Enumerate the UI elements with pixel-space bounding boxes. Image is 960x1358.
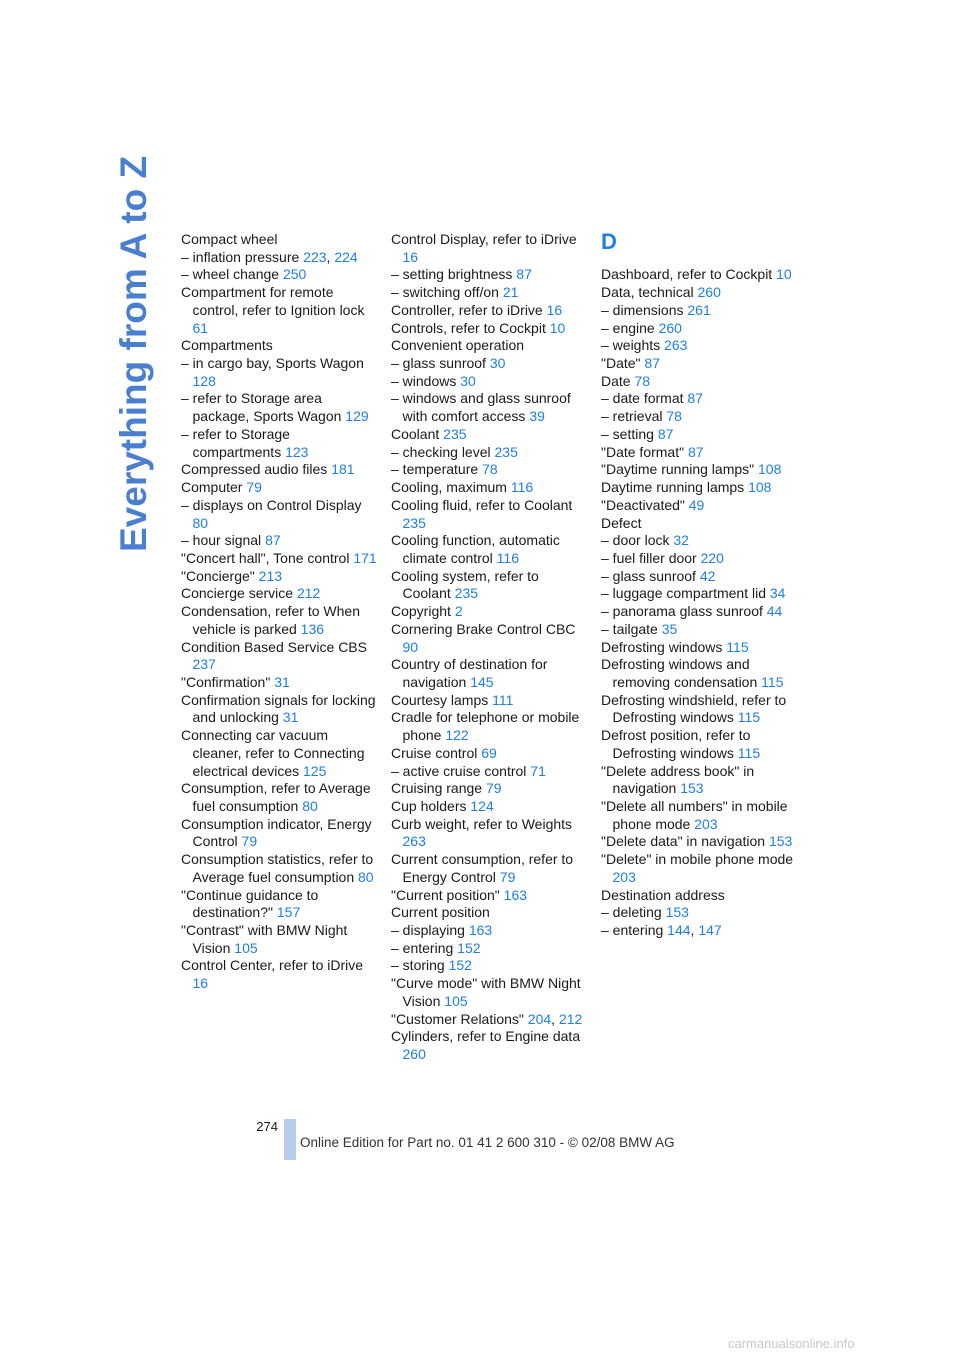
index-entry-text: "Delete address book" in navigation	[601, 762, 755, 797]
index-entry-text: Compact wheel	[181, 231, 278, 247]
index-entry	[181, 550, 377, 568]
page-ref-link[interactable]: 30	[489, 355, 506, 372]
index-entry-text: Country of destination for navigation	[391, 656, 548, 690]
index-entry-text: "Customer Relations"	[391, 1010, 528, 1027]
index-entry-text: "Curve mode" with BMW Night Vision	[391, 975, 581, 1009]
footer-accent-bar	[284, 1119, 296, 1160]
index-entry-text: Compartment for remote control, refer to Ignition lock	[181, 284, 365, 318]
page-ref-link[interactable]: 111	[492, 691, 514, 708]
page-ref-link[interactable]: 90	[402, 638, 419, 655]
page-ref-link[interactable]: 115	[737, 709, 761, 726]
page-ref-link[interactable]: 78	[634, 372, 651, 389]
index-entry-text: – tailgate	[601, 620, 662, 637]
page-ref-link[interactable]: 163	[503, 886, 528, 903]
index-entry-text: Current position	[391, 904, 490, 921]
index-entry-text: – entering	[601, 922, 668, 939]
page-ref-link[interactable]: 87	[687, 443, 704, 460]
page-ref-link[interactable]: 78	[666, 408, 682, 425]
page-ref-link[interactable]: 204	[527, 1010, 552, 1027]
index-column-2	[391, 231, 587, 1064]
index-entry	[391, 532, 587, 567]
index-entry-text: "Confirmation"	[181, 673, 275, 690]
page-ref-link[interactable]: 69	[481, 744, 497, 761]
index-entry	[391, 603, 587, 621]
page-ref-link[interactable]: 235	[494, 443, 518, 460]
index-entry-text: Control Center, refer to iDrive	[181, 957, 364, 974]
index-entry-text: Condensation, refer to When vehicle is parked	[181, 603, 360, 637]
index-entry	[601, 302, 797, 320]
index-entry-text: Date	[601, 372, 635, 389]
page-ref-link[interactable]: 260	[697, 284, 721, 301]
page-ref-link[interactable]: 147	[698, 922, 722, 939]
index-entry	[391, 709, 587, 744]
page-ref-link[interactable]: 235	[402, 514, 426, 531]
index-entry	[601, 833, 797, 851]
page-ref-link[interactable]: 78	[482, 461, 498, 478]
index-entry	[391, 1028, 587, 1063]
index-entry	[601, 904, 797, 922]
index-entry	[181, 461, 377, 479]
index-entry	[181, 957, 377, 992]
page-ref-link[interactable]: 237	[192, 656, 216, 673]
index-entry	[601, 887, 797, 905]
index-entry-text: Defrosting windshield, refer to Defrosting windows	[601, 691, 787, 726]
page-ref-link[interactable]: 145	[470, 673, 494, 690]
index-entry	[601, 320, 797, 338]
index-entry	[391, 568, 587, 603]
index-entry	[391, 922, 587, 940]
page-ref-link[interactable]: 42	[699, 567, 716, 584]
index-entry	[391, 1011, 587, 1029]
index-entry	[181, 355, 377, 390]
page-ref-separator: ,	[326, 248, 335, 265]
page-ref-link[interactable]: 152	[448, 957, 472, 974]
index-entry-text: – checking level	[391, 443, 495, 460]
page-ref-link[interactable]: 87	[644, 355, 660, 372]
page-ref-link[interactable]: 115	[737, 744, 761, 761]
page-ref-link[interactable]: 263	[664, 337, 688, 354]
index-entry-text: Current consumption, refer to Energy Control	[391, 851, 574, 885]
index-entry-text: "Current position"	[391, 886, 504, 903]
index-entry	[391, 745, 587, 763]
index-entry	[391, 692, 587, 710]
page-ref-link[interactable]: 87	[687, 390, 703, 407]
page-ref-link[interactable]: 212	[558, 1010, 583, 1027]
index-entry-text: Cooling function, automatic climate control	[391, 532, 560, 566]
page-ref-link[interactable]: 124	[470, 798, 494, 814]
page-ref-link[interactable]: 61	[192, 319, 209, 336]
index-entry	[601, 408, 797, 426]
index-entry-text: – date format	[601, 390, 688, 407]
index-entry	[391, 975, 587, 1010]
index-entry-text: Condition Based Service CBS	[181, 638, 367, 655]
index-entry	[181, 851, 377, 886]
page-ref-link[interactable]: 105	[234, 939, 258, 956]
index-entry-text: – refer to Storage area package, Sports Wagon	[181, 390, 346, 425]
index-entry-text: – fuel filler door	[601, 549, 701, 566]
page-ref-link[interactable]: 79	[241, 833, 258, 850]
index-entry-text: – glass sunroof	[391, 355, 490, 372]
index-entry	[391, 621, 587, 656]
page-ref-link[interactable]: 203	[612, 868, 636, 885]
index-entry	[391, 798, 587, 816]
page-ref-link[interactable]: 128	[192, 372, 216, 389]
page-ref-link[interactable]: 87	[265, 532, 281, 549]
page-ref-link[interactable]: 79	[485, 780, 502, 797]
page-ref-link[interactable]: 2	[454, 603, 463, 620]
index-entry-text: Connecting car vacuum cleaner, refer to Connecting electrical devices	[181, 727, 365, 779]
page-ref-separator: ,	[690, 922, 699, 939]
index-entry-text: Defrosting windows	[601, 638, 727, 655]
index-entry	[181, 692, 377, 727]
index-entry-text: Defrosting windows and removing condensation	[601, 656, 762, 690]
footer-edition-note: Online Edition for Part no. 01 41 2 600 310 - © 02/08 BMW AG	[300, 1135, 675, 1150]
index-entry	[601, 922, 797, 940]
page-ref-link[interactable]: 39	[529, 408, 545, 425]
index-entry-text: Control Display, refer to iDrive	[391, 231, 577, 247]
index-entry	[181, 816, 377, 851]
index-entry	[181, 479, 377, 497]
page-ref-link[interactable]: 153	[665, 904, 689, 921]
page-ref-link[interactable]: 71	[530, 762, 546, 779]
index-entry	[391, 444, 587, 462]
page-ref-link[interactable]: 203	[694, 815, 718, 832]
index-entry-text: – windows and glass sunroof with comfort access	[391, 390, 571, 425]
index-entry	[601, 763, 797, 798]
index-entry	[601, 497, 797, 515]
page-ref-link[interactable]: 123	[285, 443, 309, 460]
index-entry-text: Consumption statistics, refer to Average fuel consumption	[181, 851, 374, 885]
index-column-3	[601, 231, 797, 940]
index-entry-text: "Contrast" with BMW Night Vision	[181, 922, 348, 956]
page-ref-link[interactable]: 136	[300, 620, 325, 637]
page-ref-link[interactable]: 129	[345, 408, 369, 425]
index-entry-text: – active cruise control	[391, 762, 531, 779]
index-entry	[391, 373, 587, 391]
index-entry	[391, 656, 587, 691]
index-entry-text: Compressed audio files	[181, 461, 332, 478]
index-entry	[601, 479, 797, 497]
index-entry-text: "Continue guidance to destination?"	[181, 886, 319, 921]
index-entry-text: – windows	[391, 372, 461, 389]
index-entry	[601, 798, 797, 833]
index-entry-text: "Delete data" in navigation	[601, 833, 769, 850]
page-ref-link[interactable]: 223	[303, 248, 327, 265]
index-entry	[181, 249, 377, 267]
index-entry-text: "Date"	[601, 355, 645, 372]
index-entry	[391, 337, 587, 355]
page-ref-link[interactable]: 163	[468, 922, 493, 939]
index-entry	[181, 674, 377, 692]
index-entry	[181, 266, 377, 284]
page-ref-link[interactable]: 116	[510, 479, 534, 496]
index-entry-text: Concierge service	[181, 585, 297, 602]
index-entry	[601, 851, 797, 886]
page-ref-link[interactable]: 260	[402, 1046, 426, 1063]
index-entry-text: Cooling system, refer to Coolant	[391, 567, 539, 602]
index-entry-text: – retrieval	[601, 408, 667, 425]
index-entry	[601, 568, 797, 586]
index-entry	[391, 461, 587, 479]
index-entry-text: Copyright	[391, 603, 455, 620]
index-entry-text: Computer	[181, 479, 247, 496]
index-entry	[601, 426, 797, 444]
page-ref-link[interactable]: 250	[282, 266, 307, 283]
index-entry	[391, 284, 587, 302]
index-entry	[391, 851, 587, 886]
index-entry-text: – refer to Storage compartments	[181, 425, 290, 460]
page-ref-link[interactable]: 115	[761, 673, 784, 690]
page-ref-link[interactable]: 49	[688, 496, 705, 513]
index-entry	[391, 390, 587, 425]
index-entry-text: – temperature	[391, 461, 483, 478]
page-ref-link[interactable]: 10	[776, 266, 792, 283]
index-entry	[181, 390, 377, 425]
page-ref-link[interactable]: 144	[667, 922, 691, 939]
index-entry	[181, 727, 377, 780]
page-ref-link[interactable]: 108	[748, 479, 772, 496]
index-entry	[181, 585, 377, 603]
index-entry-text: – wheel change	[181, 266, 283, 283]
page-number: 274	[256, 1119, 278, 1134]
page-ref-link[interactable]: 235	[454, 585, 479, 602]
index-entry	[601, 337, 797, 355]
index-entry	[601, 355, 797, 373]
index-entry-text: Consumption, refer to Average fuel consumption	[181, 780, 371, 814]
index-entry	[391, 266, 587, 284]
index-entry-text: Courtesy lamps	[391, 691, 493, 708]
page-ref-link[interactable]: 34	[769, 585, 786, 602]
index-entry	[601, 585, 797, 603]
page-ref-link[interactable]: 16	[546, 301, 563, 318]
index-entry	[391, 355, 587, 373]
index-entry	[601, 656, 797, 691]
index-entry-text: – hour signal	[181, 532, 266, 549]
page-ref-link[interactable]: 181	[331, 461, 355, 478]
index-entry-text: – door lock	[601, 532, 674, 549]
index-entry	[601, 603, 797, 621]
page-ref-link[interactable]: 31	[282, 709, 299, 726]
page-ref-link[interactable]: 153	[768, 833, 793, 850]
page-ref-link[interactable]: 87	[516, 266, 532, 283]
index-entry	[601, 461, 797, 479]
page-ref-link[interactable]: 21	[502, 284, 519, 301]
index-entry-text: – setting	[601, 425, 658, 442]
index-entry-text: – engine	[601, 319, 659, 336]
index-entry-text: Convenient operation	[391, 337, 525, 354]
index-entry	[181, 568, 377, 586]
page-ref-link[interactable]: 260	[658, 319, 682, 336]
index-entry-text: Confirmation signals for locking and unlocking	[181, 691, 376, 726]
index-entry-text: "Concert hall", Tone control	[181, 549, 354, 566]
page-ref-link[interactable]: 35	[661, 620, 678, 637]
page-ref-link[interactable]: 153	[680, 780, 704, 797]
index-entry	[391, 302, 587, 320]
index-entry-text: – weights	[601, 337, 665, 354]
index-entry-text: "Daytime running lamps"	[601, 461, 759, 478]
index-entry-text: Compartments	[181, 337, 273, 354]
index-entry	[601, 692, 797, 727]
page-ref-link[interactable]: 80	[302, 798, 318, 814]
index-entry-text: Cradle for telephone or mobile phone	[391, 709, 580, 744]
index-entry-text: Consumption indicator, Energy Control	[181, 815, 372, 850]
index-entry-text: – glass sunroof	[601, 567, 700, 584]
index-entry-text: "Concierge"	[181, 567, 259, 584]
page-ref-link[interactable]: 80	[358, 868, 374, 885]
index-entry	[601, 621, 797, 639]
page-ref-link[interactable]: 30	[460, 372, 476, 389]
index-entry-text: Defrost position, refer to Defrosting windows	[601, 727, 751, 761]
page-ref-link[interactable]: 122	[445, 727, 469, 744]
index-entry-text: – entering	[391, 939, 458, 956]
index-entry	[391, 763, 587, 781]
index-entry	[181, 337, 377, 355]
index-entry	[601, 373, 797, 391]
index-entry-text: Cylinders, refer to Engine data	[391, 1028, 581, 1045]
page-ref-link[interactable]: 171	[353, 549, 377, 566]
index-entry-text: Defect	[601, 514, 642, 531]
page-ref-link[interactable]: 31	[274, 673, 290, 690]
index-entry	[391, 957, 587, 975]
index-entry	[391, 816, 587, 851]
index-entry-text: Coolant	[391, 425, 444, 442]
index-entry	[391, 426, 587, 444]
index-entry-text: "Date format"	[601, 443, 688, 460]
index-entry	[391, 940, 587, 958]
page-ref-link[interactable]: 108	[758, 461, 782, 478]
index-entry	[181, 639, 377, 674]
index-entry	[601, 515, 797, 533]
index-entry-text: Destination address	[601, 886, 725, 903]
index-entry-text: Cooling, maximum	[391, 479, 511, 496]
page-ref-link[interactable]: 16	[402, 248, 419, 265]
index-entry-text: Cruise control	[391, 744, 482, 761]
index-entry	[391, 497, 587, 532]
index-entry-text: "Deactivated"	[601, 496, 689, 513]
index-entry	[181, 231, 377, 249]
index-entry-text: Controller, refer to iDrive	[391, 301, 547, 318]
side-section-title: Everything from A to Z	[113, 155, 154, 552]
page-ref-link[interactable]: 10	[549, 319, 566, 336]
index-entry	[181, 887, 377, 922]
index-entry-text: – switching off/on	[391, 284, 503, 301]
page-ref-link[interactable]: 263	[402, 833, 426, 850]
index-entry	[181, 603, 377, 638]
index-entry-text: Curb weight, refer to Weights	[391, 815, 573, 832]
index-entry	[601, 444, 797, 462]
index-entry	[601, 284, 797, 302]
index-entry-text: – inflation pressure	[181, 248, 304, 265]
index-entry	[181, 426, 377, 461]
page-ref-separator: ,	[551, 1010, 559, 1027]
index-letter-heading: D	[601, 229, 617, 254]
index-entry	[391, 320, 587, 338]
index-entry-text: "Delete" in mobile phone mode	[601, 851, 794, 868]
index-entry-text: Cornering Brake Control CBC	[391, 620, 576, 637]
page-ref-link[interactable]: 224	[334, 248, 358, 265]
index-entry	[181, 497, 377, 532]
page-ref-link[interactable]: 152	[457, 939, 481, 956]
page-ref-link[interactable]: 105	[444, 992, 468, 1009]
index-entry-text: Data, technical	[601, 284, 698, 301]
index-entry	[391, 231, 587, 266]
index-entry	[391, 904, 587, 922]
page-ref-link[interactable]: 80	[192, 514, 209, 531]
index-entry-text: Cup holders	[391, 798, 471, 814]
page-ref-link[interactable]: 235	[443, 425, 467, 442]
index-entry-text: – displaying	[391, 922, 469, 939]
index-entry	[601, 390, 797, 408]
page-ref-link[interactable]: 87	[657, 425, 674, 442]
index-entry	[181, 922, 377, 957]
index-entry-text: – luggage compartment lid	[601, 585, 770, 602]
page-ref-link[interactable]: 44	[766, 603, 783, 620]
index-entry-text: – displays on Control Display	[181, 496, 362, 513]
index-entry	[181, 284, 377, 337]
page-ref-link[interactable]: 157	[276, 904, 301, 921]
index-entry	[181, 532, 377, 550]
watermark: carmanualsonline.info	[728, 1336, 855, 1351]
index-entry	[391, 780, 587, 798]
index-entry-text: – storing	[391, 957, 449, 974]
index-entry-text: Controls, refer to Cockpit	[391, 319, 550, 336]
page-ref-link[interactable]: 261	[687, 301, 711, 318]
page-ref-link[interactable]: 213	[258, 567, 283, 584]
index-entry-text: Daytime running lamps	[601, 479, 749, 496]
index-entry-text: Cooling fluid, refer to Coolant	[391, 496, 573, 513]
page-ref-link[interactable]: 116	[496, 549, 519, 566]
index-entry	[601, 266, 797, 284]
page-ref-link[interactable]: 16	[192, 975, 209, 992]
index-entry	[391, 887, 587, 905]
index-entry-text: – dimensions	[601, 301, 688, 318]
page-ref-link[interactable]: 212	[296, 585, 321, 602]
page-ref-link[interactable]: 32	[673, 532, 689, 549]
index-entry-text: – in cargo bay, Sports Wagon	[181, 355, 364, 372]
index-entry-text: – panorama glass sunroof	[601, 603, 767, 620]
page-ref-link[interactable]: 79	[499, 868, 516, 885]
index-entry	[601, 532, 797, 550]
page-ref-link[interactable]: 115	[726, 638, 749, 655]
index-entry-text: – deleting	[601, 904, 666, 921]
index-entry	[601, 550, 797, 568]
index-entry	[601, 639, 797, 657]
page-ref-link[interactable]: 125	[303, 762, 327, 779]
index-entry	[391, 479, 587, 497]
page-ref-link[interactable]: 220	[700, 549, 724, 566]
page-ref-link[interactable]: 79	[246, 479, 262, 496]
index-column-1	[181, 231, 377, 993]
index-entry	[601, 727, 797, 762]
index-entry-text: Cruising range	[391, 780, 486, 797]
index-entry-text: Dashboard, refer to Cockpit	[601, 266, 777, 283]
index-entry	[181, 780, 377, 815]
index-entry-text: "Delete all numbers" in mobile phone mode	[601, 798, 788, 832]
index-entry-text: – setting brightness	[391, 266, 517, 283]
